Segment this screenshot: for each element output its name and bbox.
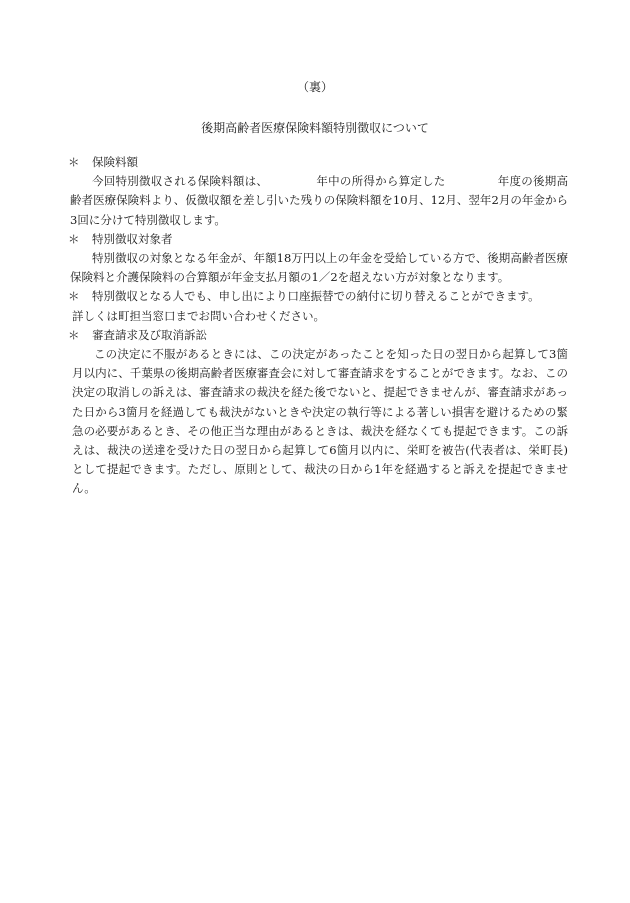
section-heading-appeal <box>68 326 568 345</box>
bullet-mark: ＊ <box>68 231 80 246</box>
section-heading-text: 特別徴収となる人でも、申し出により口座振替での納付に切り替えることができます。 <box>92 289 540 304</box>
premium-text-part1: 今回特別徴収される保険料額は、 <box>92 174 269 189</box>
bullet-mark: ＊ <box>68 289 80 304</box>
section-heading-eligibility <box>68 230 568 249</box>
section-heading-account-transfer <box>68 287 568 306</box>
document-body <box>68 153 568 499</box>
section-body-eligibility: 特別徴収の対象となる年金が、年額18万円以上の年金を受給している方で、後期高齢者医療保険料と介護保険料の合算額が年金支払月額の1／2を超えない方が対象となります。 <box>70 251 568 285</box>
premium-text-part3: 年度の後期高齢者医療保険料より、仮徴収額を差し引いた残りの保険料額を10月、12月、翌年2月の年金から3回に分けて特別徴収します。 <box>70 174 569 227</box>
section-body-premium <box>68 172 568 230</box>
section-heading-premium <box>68 153 568 172</box>
section-heading-text: 審査請求及び取消訴訟 <box>92 327 207 342</box>
section-heading-text: 特別徴収対象者 <box>92 231 173 246</box>
premium-text-part2: 年中の所得から算定した <box>316 174 446 189</box>
page-side-label: （裏） <box>296 80 333 94</box>
bullet-mark: ＊ <box>68 155 80 169</box>
bullet-mark: ＊ <box>68 327 80 342</box>
section-heading-text: 保険料額 <box>92 155 138 169</box>
document-title: 後期高齢者医療保険料額特別徴収について <box>201 121 429 135</box>
section-body-appeal: この決定に不服があるときには、この決定があったことを知った日の翌日から起算して3箇月以内に、千葉県の後期高齢者医療審査会に対して審査請求をすることができます。なお、この決定の取消しの訴えは、審査請求の裁決を経た後でないと、提起できませんが、審査請求があった日から3箇月を経過しても裁決がないときや決定の執行等による著しい損害を避けるための緊急の必要があるとき、その他正当な理由があるときは、裁決を経なくても提起できます。この訴えは、裁決の送達を受けた日の翌日から起算して6箇月以内に、栄町を被告(代表者は、栄町長)として提起できます。ただし、原則として、裁決の日から1年を経過すると訴えを提起できません。 <box>72 347 568 496</box>
contact-note: 詳しくは町担当窓口までお問い合わせください。 <box>72 308 325 323</box>
